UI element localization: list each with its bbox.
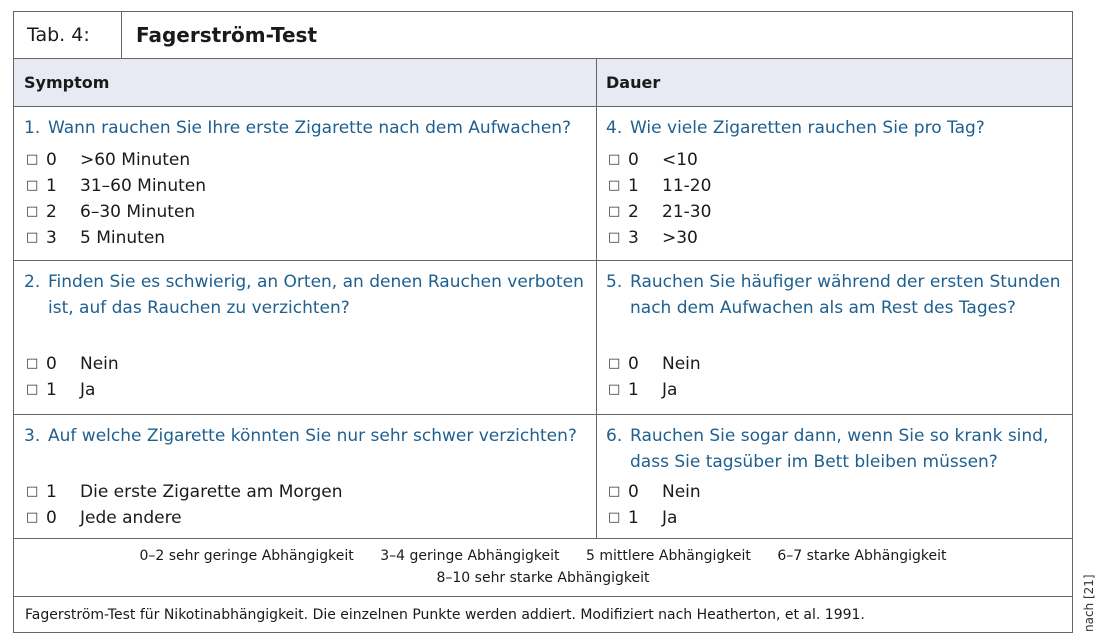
question-text: 5. Rauchen Sie häufiger während der ersten Stunden nach dem Aufwachen als am Rest des Tages?: [606, 272, 1061, 318]
fagerstrom-table: [13, 11, 1073, 633]
table-title-bar: [14, 12, 1072, 59]
question-text: 1. Wann rauchen Sie Ihre erste Zigarette nach dem Aufwachen?: [24, 118, 572, 138]
checkbox-icon[interactable]: □: [608, 152, 621, 167]
column-header-symptom: Symptom: [24, 73, 110, 92]
checkbox-icon[interactable]: □: [608, 510, 621, 525]
checkbox-icon[interactable]: □: [26, 178, 39, 193]
source-note: nach [21]: [1082, 574, 1096, 632]
score-range: 5 mittlere Abhängigkeit: [585, 548, 751, 564]
table-footnote: Fagerström-Test für Nikotinabhängigkeit. Die einzelnen Punkte werden addiert. Modifiziert nach Heatherton, et al. 1991.: [25, 607, 865, 623]
column-header-row: [14, 59, 1072, 107]
score-range: 8–10 sehr starke Abhängigkeit: [436, 570, 650, 586]
score-range: 0–2 sehr geringe Abhängigkeit: [139, 548, 354, 564]
checkbox-icon[interactable]: □: [608, 204, 621, 219]
checkbox-icon[interactable]: □: [26, 152, 39, 167]
score-range: 6–7 starke Abhängigkeit: [777, 548, 947, 564]
checkbox-icon[interactable]: □: [608, 230, 621, 245]
question-cell-4: 4. Wie viele Zigaretten rauchen Sie pro Tag? □ 0 <10 □ 1 11-20 □ 2 21-30 □ 3 >30: [606, 107, 1068, 141]
column-header-dauer: Dauer: [606, 73, 661, 92]
score-range: 3–4 geringe Abhängigkeit: [380, 548, 560, 564]
question-text: 4. Wie viele Zigaretten rauchen Sie pro Tag?: [606, 118, 985, 138]
question-row-1: [14, 107, 1072, 261]
checkbox-icon[interactable]: □: [26, 510, 39, 525]
question-cell-2: 2. Finden Sie es schwierig, an Orten, an denen Rauchen verboten ist, auf das Rauchen zu verzichten? □ 0 Nein □ 1 Ja: [24, 261, 590, 321]
question-row-3: [14, 415, 1072, 539]
question-cell-5: 5. Rauchen Sie häufiger während der ersten Stunden nach dem Aufwachen als am Rest des Tages? □ 0 Nein □ 1 Ja: [606, 261, 1068, 321]
checkbox-icon[interactable]: □: [26, 356, 39, 371]
question-text: 2. Finden Sie es schwierig, an Orten, an denen Rauchen verboten ist, auf das Rauchen zu verzichten?: [24, 272, 584, 318]
checkbox-icon[interactable]: □: [26, 484, 39, 499]
checkbox-icon[interactable]: □: [608, 484, 621, 499]
question-text: 3. Auf welche Zigarette könnten Sie nur sehr schwer verzichten?: [24, 426, 577, 446]
checkbox-icon[interactable]: □: [608, 382, 621, 397]
question-cell-6: 6. Rauchen Sie sogar dann, wenn Sie so krank sind, dass Sie tagsüber im Bett bleiben müssen? □ 0 Nein □ 1 Ja: [606, 415, 1068, 475]
score-legend: [14, 539, 1072, 597]
table-number: Tab. 4:: [14, 12, 122, 58]
question-cell-1: 1. Wann rauchen Sie Ihre erste Zigarette nach dem Aufwachen? □ 0 >60 Minuten □ 1 31–60 Minuten □ 2 6–30 Minuten □ 3 5 Minuten: [24, 107, 590, 141]
question-text: 6. Rauchen Sie sogar dann, wenn Sie so krank sind, dass Sie tagsüber im Bett bleiben müssen?: [606, 426, 1049, 472]
question-cell-3: 3. Auf welche Zigarette könnten Sie nur sehr schwer verzichten? □ 1 Die erste Zigarette am Morgen □ 0 Jede andere: [24, 415, 590, 449]
checkbox-icon[interactable]: □: [26, 204, 39, 219]
question-row-2: [14, 261, 1072, 415]
checkbox-icon[interactable]: □: [608, 178, 621, 193]
checkbox-icon[interactable]: □: [608, 356, 621, 371]
checkbox-icon[interactable]: □: [26, 230, 39, 245]
checkbox-icon[interactable]: □: [26, 382, 39, 397]
table-title: Fagerström-Test: [136, 23, 318, 47]
